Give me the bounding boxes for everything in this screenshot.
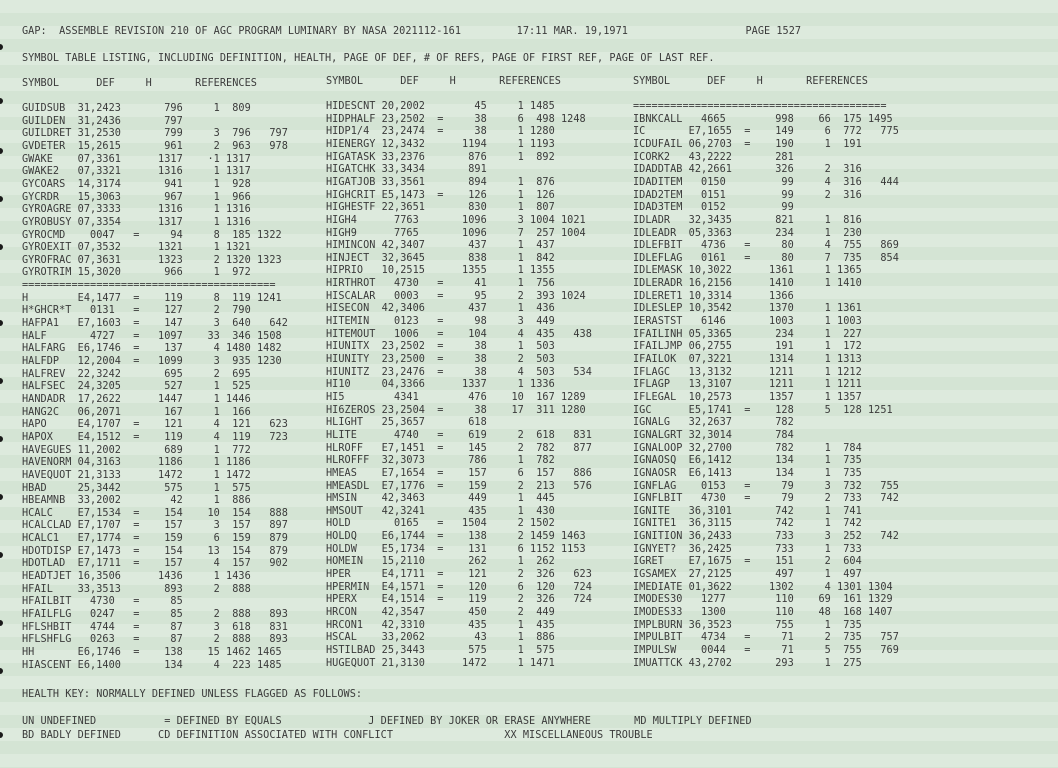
symbol-row: IGNYET? 36,2425 733 1 733: [633, 543, 862, 555]
symbol-row: GYROEXIT 07,3532 1321 1 1321: [22, 242, 251, 254]
health-key-title: HEALTH KEY: NORMALLY DEFINED UNLESS FLAGGED AS FOLLOWS:: [22, 689, 363, 700]
symbol-row: HIUNITZ 23,2476 = 38 4 503 534: [326, 366, 592, 378]
symbol-row: GWAKE 07,3361 1317 ·1 1317: [22, 153, 251, 165]
symbol-row: HBAD 25,3442 575 1 575: [22, 482, 251, 494]
symbol-row: HIPRIO 10,2515 1355 1 1355: [326, 265, 555, 277]
symbol-row: HITEMIN 0123 = 98 3 449: [326, 316, 555, 328]
symbol-row: HIGATASK 33,2376 876 1 892: [326, 151, 555, 163]
symbol-row: HALFSEC 24,3205 527 1 525: [22, 381, 251, 393]
symbol-row: H*GHCR*T 0131 = 127 2 790: [22, 305, 251, 317]
symbol-row: HIMINCON 42,3407 437 1 437: [326, 240, 555, 252]
symbol-row: HI10 04,3366 1337 1 1336: [326, 379, 555, 391]
symbol-row: IGRET E7,1675 = 151 2 604: [633, 556, 862, 568]
symbol-row: IMEDIATE 01,3622 1302 4 1301 1304: [633, 581, 893, 593]
sprocket-hole: [0, 552, 3, 558]
health-key-row-1: UN UNDEFINED = DEFINED BY EQUALS J DEFINED BY JOKER OR ERASE ANYWHERE MD MULTIPLY DEFINED: [22, 716, 752, 727]
symbol-row: HUGEQUOT 21,3130 1472 1 1471: [326, 657, 555, 669]
symbol-row: IGNALOOP 32,2700 782 1 784: [633, 442, 862, 454]
symbol-row: HPERMIN E4,1571 = 120 6 120 724: [326, 581, 592, 593]
symbol-row: IDADDTAB 42,2661 326 2 316: [633, 164, 862, 176]
symbol-row: HAPOX E4,1512 = 119 4 119 723: [22, 431, 288, 443]
symbol-row: IFLAGP 13,3107 1211 1 1211: [633, 379, 862, 391]
column-header-1: SYMBOL DEF H REFERENCES: [22, 78, 257, 89]
symbol-row: HAVENORM 04,3163 1186 1 1186: [22, 457, 251, 469]
symbol-row: GYCOARS 14,3174 941 1 928: [22, 178, 251, 190]
symbol-row: IC E7,1655 = 149 6 772 775: [633, 126, 899, 138]
symbol-row: H E4,1477 = 119 8 119 1241: [22, 292, 282, 304]
symbol-row: GYROTRIM 15,3020 966 1 972: [22, 267, 251, 279]
symbol-row: HCALC1 E7,1774 = 159 6 159 879: [22, 533, 288, 545]
symbol-row: IDAD2TEM 0151 99 2 316: [633, 189, 862, 201]
symbol-row: HOMEIN 15,2110 262 1 262: [326, 556, 555, 568]
symbol-row: HIDPHALF 23,2502 = 38 6 498 1248: [326, 113, 586, 125]
symbol-row: HLROFF E7,1451 = 145 2 782 877: [326, 442, 592, 454]
symbol-row: GWAKE2 07,3321 1316 1 1317: [22, 166, 251, 178]
symbol-row: HIGHESTF 22,3651 830 1 807: [326, 202, 555, 214]
symbol-row: IDLADR 32,3435 821 1 816: [633, 214, 862, 226]
symbol-row: HLITE 4740 = 619 2 618 831: [326, 429, 592, 441]
sprocket-hole: [0, 148, 3, 154]
symbol-row: HI6ZEROS 23,2504 = 38 17 311 1280: [326, 404, 586, 416]
symbol-row: IMPLBURN 36,3523 755 1 735: [633, 619, 862, 631]
symbol-row: HSCAL 33,2062 43 1 886: [326, 632, 555, 644]
sprocket-hole: [0, 620, 3, 626]
symbol-row: GYROBUSY 07,3354 1317 1 1316: [22, 216, 251, 228]
symbol-row: HANDADR 17,2622 1447 1 1446: [22, 393, 251, 405]
symbol-row: IFLAGC 13,3132 1211 1 1212: [633, 366, 862, 378]
symbol-row: IGNITION 36,2433 733 3 252 742: [633, 531, 899, 543]
separator-rule: =========================================: [633, 101, 887, 112]
symbol-row: HSTILBAD 25,3443 575 1 575: [326, 644, 555, 656]
sprocket-hole: [0, 436, 3, 442]
symbol-row: IGNFLBIT 4730 = 79 2 733 742: [633, 493, 899, 505]
symbol-row: HPERX E4,1514 = 119 2 326 724: [326, 594, 592, 606]
symbol-row: IFAILINH 05,3365 234 1 227: [633, 328, 862, 340]
sprocket-hole: [0, 98, 3, 104]
symbol-row: HIUNITY 23,2500 = 38 2 503: [326, 354, 555, 365]
column-header-3: SYMBOL DEF H REFERENCES: [633, 76, 868, 87]
symbol-row: HOLDQ E6,1744 = 138 2 1459 1463: [326, 531, 586, 543]
symbol-row: HALFREV 22,3242 695 2 695: [22, 368, 251, 380]
symbol-row: IGNITE 36,3101 742 1 741: [633, 505, 862, 517]
symbol-row: ICDUFAIL 06,2703 = 190 1 191: [633, 138, 862, 150]
symbol-row: HALFARG E6,1746 = 137 4 1480 1482: [22, 343, 282, 355]
symbol-row: HFLSHFLG 0263 = 87 2 888 893: [22, 634, 288, 646]
symbol-row: GUILDRET 31,2530 799 3 796 797: [22, 128, 288, 140]
health-key-row-2: BD BADLY DEFINED CD DEFINITION ASSOCIATED WITH CONFLICT XX MISCELLANEOUS TROUBLE: [22, 730, 653, 741]
symbol-row: IDLEMASK 10,3022 1361 1 1365: [633, 265, 862, 277]
symbol-row: HMEASDL E7,1776 = 159 2 213 576: [326, 480, 592, 492]
symbol-row: IERASTST 6146 1003 1 1003: [633, 316, 862, 328]
symbol-row: GYROFRAC 07,3631 1323 2 1320 1323: [22, 254, 282, 266]
symbol-row: IGNAOSR E6,1413 134 1 735: [633, 467, 862, 479]
symbol-row: IGNALG 32,2637 782: [633, 417, 794, 429]
column-header-2: SYMBOL DEF H REFERENCES: [326, 76, 561, 87]
symbol-row: HFAILBIT 4730 = 85: [22, 596, 183, 608]
symbol-row: IDLERET1 10,3314 1366: [633, 290, 794, 302]
symbol-row: HIGH9 7765 1096 7 257 1004: [326, 227, 586, 239]
sprocket-hole: [0, 320, 3, 326]
symbol-row: HFAIL 33,3513 893 2 888: [22, 583, 251, 595]
symbol-row: HALF 4727 = 1097 33 346 1508: [22, 330, 282, 342]
symbol-row: HMEAS E7,1654 = 157 6 157 886: [326, 467, 592, 479]
symbol-row: HH E6,1746 = 138 15 1462 1465: [22, 646, 282, 658]
sprocket-hole: [0, 196, 3, 202]
symbol-row: HISCALAR 0003 = 95 2 393 1024: [326, 290, 586, 302]
symbol-row: IGNAOSQ E6,1412 134 1 735: [633, 455, 862, 467]
symbol-row: HRCON1 42,3310 435 1 435: [326, 619, 555, 631]
sprocket-hole: [0, 44, 3, 50]
symbol-row: HANG2C 06,2071 167 1 166: [22, 406, 251, 418]
symbol-row: HRCON 42,3547 450 2 449: [326, 607, 555, 618]
symbol-row: IGNFLAG 0153 = 79 3 732 755: [633, 480, 899, 492]
sprocket-hole: [0, 668, 3, 674]
symbol-row: IFAILOK 07,3221 1314 1 1313: [633, 354, 862, 365]
symbol-row: IMPULSW 0044 = 71 5 755 769: [633, 644, 899, 656]
symbol-row: HI5 4341 476 10 167 1289: [326, 391, 586, 403]
sprocket-hole: [0, 378, 3, 384]
symbol-row: GVDETER 15,2615 961 2 963 978: [22, 140, 288, 152]
symbol-row: HOLD 0165 = 1504 2 1502: [326, 518, 555, 530]
symbol-row: HMSOUT 42,3241 435 1 430: [326, 505, 555, 517]
symbol-row: HDOTLAD E7,1711 = 157 4 157 902: [22, 558, 288, 570]
symbol-row: GUILDEN 31,2436 797: [22, 115, 183, 127]
symbol-row: HIASCENT E6,1400 134 4 223 1485: [22, 659, 282, 671]
symbol-row: IMODES33 1300 110 48 168 1407: [633, 607, 893, 618]
symbol-row: GYROCMD 0047 = 94 8 185 1322: [22, 229, 282, 241]
symbol-row: HIDP1/4 23,2474 = 38 1 1280: [326, 126, 555, 138]
symbol-row: HLIGHT 25,3657 618: [326, 417, 487, 429]
symbol-row: IMUATTCK 43,2702 293 1 275: [633, 657, 862, 669]
symbol-row: HFAILFLG 0247 = 85 2 888 893: [22, 609, 288, 620]
listing-header-line: GAP: ASSEMBLE REVISION 210 OF AGC PROGRAM LUMINARY BY NASA 2021112-161 17:11 MAR. 19,1971 PAGE 1527: [22, 26, 802, 37]
symbol-row: HAVEGUES 11,2002 689 1 772: [22, 444, 251, 456]
symbol-row: HISECON 42,3406 437 1 436: [326, 303, 555, 315]
symbol-row: IDLERADR 16,2156 1410 1 1410: [633, 278, 862, 290]
symbol-row: HPER E4,1711 = 121 2 326 623: [326, 569, 592, 581]
symbol-row: HAPO E4,1707 = 121 4 121 623: [22, 419, 288, 431]
symbol-row: HIGHCRIT E5,1473 = 126 1 126: [326, 189, 555, 201]
symbol-row: HLROFFF 32,3073 786 1 782: [326, 455, 555, 467]
symbol-row: HINJECT 32,3645 838 1 842: [326, 252, 555, 264]
symbol-row: GYROAGRE 07,3333 1316 1 1316: [22, 204, 251, 216]
sprocket-hole: [0, 494, 3, 500]
symbol-row: HCALCLAD E7,1707 = 157 3 157 897: [22, 520, 288, 532]
symbol-row: HIENERGY 12,3432 1194 1 1193: [326, 138, 555, 150]
symbol-row: HDOTDISP E7,1473 = 154 13 154 879: [22, 545, 288, 557]
symbol-row: HAVEQUOT 21,3133 1472 1 1472: [22, 469, 251, 481]
symbol-row: HITEMOUT 1006 = 104 4 435 438: [326, 328, 592, 340]
symbol-row: ICORK2 43,2222 281: [633, 151, 794, 163]
symbol-row: HIGATJOB 33,3561 894 1 876: [326, 176, 555, 188]
symbol-row: IGSAMEX 27,2125 497 1 497: [633, 569, 862, 581]
symbol-row: IDLESLEP 10,3542 1370 1 1361: [633, 303, 862, 315]
symbol-row: HMSIN 42,3463 449 1 445: [326, 493, 555, 505]
symbol-row: IFAILJMP 06,2755 191 1 172: [633, 341, 862, 353]
symbol-row: HIGH4 7763 1096 3 1004 1021: [326, 214, 586, 226]
symbol-row: IDADITEM 0150 99 4 316 444: [633, 176, 899, 188]
symbol-row: HEADTJET 16,3506 1436 1 1436: [22, 571, 251, 583]
symbol-row: HAFPA1 E7,1603 = 147 3 640 642: [22, 318, 288, 330]
symbol-row: IFLEGAL 10,2573 1357 1 1357: [633, 391, 862, 403]
symbol-row: GUIDSUB 31,2423 796 1 809: [22, 103, 251, 114]
symbol-row: IGNALGRT 32,3014 784: [633, 429, 794, 441]
sprocket-hole: [0, 732, 3, 738]
symbol-row: IMPULBIT 4734 = 71 2 735 757: [633, 632, 899, 644]
symbol-row: HOLDW E5,1734 = 131 6 1152 1153: [326, 543, 586, 555]
symbol-row: IBNKCALL 4665 998 66 175 1495: [633, 113, 893, 125]
symbol-row: IDAD3TEM 0152 99: [633, 202, 794, 214]
symbol-row: HIRTHROT 4730 = 41 1 756: [326, 278, 555, 290]
symbol-row: IDLEFBIT 4736 = 80 4 755 869: [633, 240, 899, 252]
symbol-row: HALFDP 12,2004 = 1099 3 935 1230: [22, 356, 282, 367]
symbol-row: GYCRDR 15,3063 967 1 966: [22, 191, 251, 203]
symbol-row: IDLEFLAG 0161 = 80 7 735 854: [633, 252, 899, 264]
symbol-row: HIGATCHK 33,3434 891: [326, 164, 487, 176]
symbol-row: HFLSHBIT 4744 = 87 3 618 831: [22, 621, 288, 633]
symbol-row: HIUNITX 23,2502 = 38 1 503: [326, 341, 555, 353]
symbol-row: IMODES30 1277 110 69 161 1329: [633, 594, 893, 606]
symbol-row: HBEAMNB 33,2002 42 1 886: [22, 495, 251, 507]
symbol-row: HIDESCNT 20,2002 45 1 1485: [326, 101, 555, 112]
sprocket-hole: [0, 244, 3, 250]
separator-rule: =========================================: [22, 280, 276, 292]
symbol-row: IDLEADR 05,3363 234 1 230: [633, 227, 862, 239]
symbol-row: IGC E5,1741 = 128 5 128 1251: [633, 404, 893, 416]
symbol-row: IGNITE1 36,3115 742 1 742: [633, 518, 862, 530]
listing-description-line: SYMBOL TABLE LISTING, INCLUDING DEFINITION, HEALTH, PAGE OF DEF, # OF REFS, PAGE OF FIRST REF, PAGE OF LAST REF.: [22, 53, 715, 64]
symbol-row: HCALC E7,1534 = 154 10 154 888: [22, 507, 288, 519]
